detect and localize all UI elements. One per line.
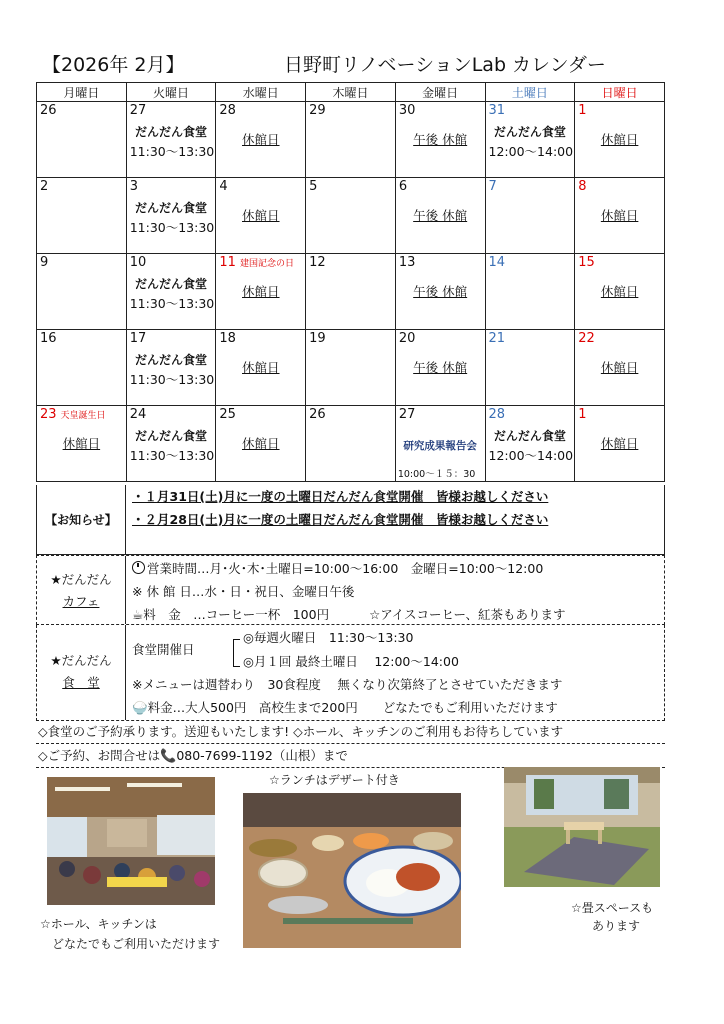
calendar-day-cell xyxy=(306,178,396,254)
day-number-value: 5 xyxy=(309,179,318,194)
calendar-day-cell xyxy=(485,254,575,330)
event-time: 12:00〜14:00 xyxy=(488,144,574,159)
calendar-day-cell xyxy=(485,406,575,482)
day-number xyxy=(219,407,236,422)
calendar-day-cell xyxy=(216,102,306,178)
page-header xyxy=(36,50,666,80)
tatami-caption-1: ☆畳スペースも xyxy=(571,901,654,915)
day-number xyxy=(578,255,595,270)
day-number-value: 11 xyxy=(219,255,236,270)
day-number-value: 31 xyxy=(488,103,506,118)
day-number xyxy=(309,407,326,422)
day-number-value: 20 xyxy=(398,331,416,346)
calendar-day-cell xyxy=(395,330,485,406)
day-number-value: 29 xyxy=(309,103,326,118)
event-time: 11:30〜13:30 xyxy=(129,448,215,463)
day-number xyxy=(489,103,506,118)
day-number-value: 22 xyxy=(578,331,595,346)
phone-icon: 📞 xyxy=(160,749,177,764)
day-number xyxy=(219,179,227,194)
calendar-day-cell xyxy=(395,254,485,330)
cafe-price-note: ☆アイスコーヒー、紅茶もあります xyxy=(369,607,566,622)
clock-icon xyxy=(132,561,145,574)
hall-photo xyxy=(47,777,215,905)
day-number xyxy=(40,255,48,270)
calendar-day-cell xyxy=(37,254,127,330)
closed-label: 休館日 xyxy=(62,436,101,451)
shokudo-label-line1: ★だんだん xyxy=(50,653,112,668)
calendar-week-row xyxy=(37,254,665,330)
calendar-week-row xyxy=(37,102,665,178)
weekday-header: 火曜日 xyxy=(126,83,216,102)
calendar-day-cell xyxy=(575,178,665,254)
day-number xyxy=(309,103,326,118)
day-number-value: 23 xyxy=(40,407,57,422)
tatami-caption-2: あります xyxy=(592,919,641,933)
day-number-value: 13 xyxy=(398,255,416,270)
calendar-day-cell xyxy=(126,178,216,254)
day-number-value: 19 xyxy=(309,331,326,346)
day-number xyxy=(219,103,236,118)
day-number-value: 14 xyxy=(488,255,506,270)
calendar-day-cell xyxy=(126,102,216,178)
shokudo-price: 料金…大人500円 高校生まで200円 どなたでもご利用いただけます xyxy=(147,700,558,715)
closed-label: 休館日 xyxy=(600,284,639,299)
day-number-value: 25 xyxy=(219,407,236,422)
day-number-value: 21 xyxy=(488,331,506,346)
day-number xyxy=(309,179,317,194)
calendar-day-cell xyxy=(395,406,485,482)
hall-caption-1: ☆ホール、キッチンは xyxy=(40,917,157,931)
cafe-section xyxy=(36,555,665,625)
event-time: 11:30〜13:30 xyxy=(129,220,215,235)
calendar-day-cell xyxy=(216,254,306,330)
event-time: 12:00〜14:00 xyxy=(488,448,574,463)
event-name: だんだん食堂 xyxy=(135,125,208,139)
cafe-hours: 営業時間…月･火･木･土曜日=10:00〜16:00 金曜日=10:00〜12:00 xyxy=(147,561,544,576)
day-number xyxy=(399,331,416,346)
calendar-day-cell xyxy=(216,406,306,482)
closed-label: 午後 休館 xyxy=(413,208,468,223)
calendar-week-row xyxy=(37,178,665,254)
calendar-day-cell xyxy=(575,102,665,178)
holiday-name: 建国記念の日 xyxy=(239,259,294,269)
event-name: だんだん食堂 xyxy=(135,353,208,367)
closed-label: 休館日 xyxy=(242,284,280,299)
footer-contact-prefix: ◇ご予約、お問合せは xyxy=(38,748,161,763)
calendar-title: 日野町リノベーションLab カレンダー xyxy=(284,54,606,76)
closed-label: 午後 休館 xyxy=(413,132,468,147)
cafe-price: 料 金 …コーヒー一杯 100円 xyxy=(143,607,330,622)
closed-label: 休館日 xyxy=(600,132,639,147)
day-number xyxy=(40,331,57,346)
day-number xyxy=(219,331,236,346)
calendar-day-cell xyxy=(37,330,127,406)
notice-label: 【お知らせ】 xyxy=(37,485,126,554)
calendar-week-row xyxy=(37,330,665,406)
shokudo-label-line2: 食 堂 xyxy=(62,675,100,690)
weekday-header-row xyxy=(37,83,665,102)
event-name: だんだん食堂 xyxy=(493,429,566,443)
day-number-value: 17 xyxy=(129,331,147,346)
closed-label: 休館日 xyxy=(600,436,639,451)
day-number xyxy=(578,331,595,346)
notice-section xyxy=(36,485,665,555)
event-time: 11:30〜13:30 xyxy=(129,296,215,311)
calendar-day-cell xyxy=(216,178,306,254)
calendar-table xyxy=(36,82,665,482)
event-name: だんだん食堂 xyxy=(135,277,208,291)
weekday-header: 月曜日 xyxy=(37,83,127,102)
day-number xyxy=(309,331,326,346)
day-number-value: 28 xyxy=(219,103,236,118)
day-number xyxy=(40,103,57,118)
event-time: 11:30〜13:30 xyxy=(129,144,215,159)
calendar-day-cell xyxy=(306,254,396,330)
shokudo-menu-note: ※メニューは週替わり 30食程度 無くなり次第終了とさせていただきます xyxy=(132,677,563,692)
day-number xyxy=(399,255,416,270)
calendar-day-cell xyxy=(216,330,306,406)
day-number-value: 6 xyxy=(398,179,408,194)
day-number-value: 27 xyxy=(129,103,147,118)
shokudo-weekly: ◎毎週火曜日 11:30〜13:30 xyxy=(243,630,414,645)
calendar-day-cell xyxy=(126,330,216,406)
day-number xyxy=(399,179,407,194)
day-number xyxy=(489,331,506,346)
calendar-day-cell xyxy=(306,330,396,406)
day-number xyxy=(130,407,147,422)
weekday-header: 金曜日 xyxy=(395,83,485,102)
calendar-day-cell xyxy=(306,406,396,482)
day-number xyxy=(40,179,48,194)
cafe-closed-days: ※ 休 館 日…水・日・祝日、金曜日午後 xyxy=(132,584,355,599)
calendar-day-cell xyxy=(126,406,216,482)
day-number-value: 2 xyxy=(40,179,49,194)
day-number xyxy=(130,103,147,118)
coffee-cup-icon: ☕ xyxy=(132,607,144,622)
day-number xyxy=(489,179,497,194)
calendar-day-cell xyxy=(575,254,665,330)
shokudo-open-label: 食堂開催日 xyxy=(132,642,195,657)
day-number xyxy=(489,407,506,422)
event-name: だんだん食堂 xyxy=(135,429,208,443)
holiday-name: 天皇誕生日 xyxy=(60,411,106,421)
lunch-caption: ☆ランチはデザート付き xyxy=(269,773,400,787)
day-number-value: 16 xyxy=(40,331,57,346)
event-time: 11:30〜13:30 xyxy=(129,372,215,387)
event-name: だんだん食堂 xyxy=(135,201,208,215)
calendar-week-row xyxy=(37,406,665,482)
day-number-value: 28 xyxy=(488,407,506,422)
calendar-day-cell xyxy=(37,178,127,254)
day-number xyxy=(130,331,147,346)
lunch-photo xyxy=(243,793,461,948)
weekday-header: 水曜日 xyxy=(216,83,306,102)
brace-mark xyxy=(233,639,240,667)
day-number xyxy=(489,255,506,270)
closed-label: 休館日 xyxy=(242,132,280,147)
closed-label: 午後 休館 xyxy=(413,284,468,299)
report-event: 研究成果報告会 xyxy=(403,440,477,452)
day-number-value: 4 xyxy=(219,179,228,194)
weekday-header: 土曜日 xyxy=(485,83,575,102)
notice-line-2: ・２月28日(土)月に一度の土曜日だんだん食堂開催 皆様お越しください xyxy=(132,512,549,527)
calendar-day-cell xyxy=(575,406,665,482)
calendar-day-cell xyxy=(126,254,216,330)
weekday-header: 日曜日 xyxy=(575,83,665,102)
event-name: だんだん食堂 xyxy=(493,125,566,139)
day-number xyxy=(399,407,416,422)
tatami-photo xyxy=(504,767,660,887)
closed-label: 休館日 xyxy=(600,208,639,223)
day-number-value: 10 xyxy=(129,255,147,270)
footer-phone: 080-7699-1192（山根）まで xyxy=(176,748,348,763)
calendar-day-cell xyxy=(37,102,127,178)
cafe-price-line xyxy=(132,605,566,623)
calendar-month: 【2026年 2月】 xyxy=(42,54,185,76)
day-number-value: 9 xyxy=(40,255,49,270)
day-number-value: 18 xyxy=(219,331,236,346)
notice-line-1: ・１月31日(土)月に一度の土曜日だんだん食堂開催 皆様お越しください xyxy=(132,489,549,504)
calendar-day-cell xyxy=(485,330,575,406)
calendar-day-cell xyxy=(306,102,396,178)
weekday-header: 木曜日 xyxy=(306,83,396,102)
day-number xyxy=(399,103,416,118)
footer-line-2 xyxy=(36,746,665,768)
day-number-value: 3 xyxy=(129,179,138,194)
day-number xyxy=(130,255,147,270)
day-number xyxy=(40,407,106,422)
hall-caption-2: どなたでもご利用いただけます xyxy=(52,937,221,951)
shokudo-price-line xyxy=(132,698,558,716)
cafe-hours-line xyxy=(132,559,543,577)
day-number-value: 7 xyxy=(488,179,497,194)
shokudo-section xyxy=(36,625,665,721)
day-number xyxy=(130,179,138,194)
calendar-day-cell xyxy=(395,178,485,254)
day-number-value: 8 xyxy=(578,179,587,194)
day-number-value: 24 xyxy=(129,407,147,422)
cafe-label-line2: カフェ xyxy=(62,594,100,609)
cafe-label-line1: ★だんだん xyxy=(50,572,112,587)
day-number-value: 30 xyxy=(398,103,416,118)
day-number-value: 1 xyxy=(578,103,587,118)
report-time: 10:00〜１５：30 xyxy=(397,469,476,480)
day-number-value: 12 xyxy=(309,255,326,270)
calendar-day-cell xyxy=(37,406,127,482)
closed-label: 休館日 xyxy=(242,360,280,375)
day-number xyxy=(578,103,586,118)
cafe-label xyxy=(37,556,126,624)
day-number-value: 15 xyxy=(578,255,595,270)
shokudo-label xyxy=(37,625,126,720)
calendar-day-cell xyxy=(395,102,485,178)
day-number-value: 1 xyxy=(578,407,587,422)
day-number xyxy=(578,407,586,422)
closed-label: 休館日 xyxy=(242,436,280,451)
shokudo-monthly: ◎月１回 最終土曜日 12:00〜14:00 xyxy=(243,654,459,669)
day-number xyxy=(219,255,294,270)
closed-label: 午後 休館 xyxy=(413,360,468,375)
footer-line-1: ◇食堂のご予約承ります。送迎もいたします! ◇ホール、キッチンのご利用もお待ちしています xyxy=(36,722,665,744)
day-number xyxy=(578,179,586,194)
calendar-body xyxy=(37,102,665,482)
calendar-day-cell xyxy=(485,178,575,254)
calendar-day-cell xyxy=(485,102,575,178)
closed-label: 休館日 xyxy=(242,208,280,223)
day-number xyxy=(309,255,326,270)
closed-label: 休館日 xyxy=(600,360,639,375)
rice-bowl-icon: 🍚 xyxy=(132,700,148,715)
day-number-value: 26 xyxy=(40,103,57,118)
day-number-value: 26 xyxy=(309,407,326,422)
calendar-day-cell xyxy=(575,330,665,406)
day-number-value: 27 xyxy=(398,407,416,422)
